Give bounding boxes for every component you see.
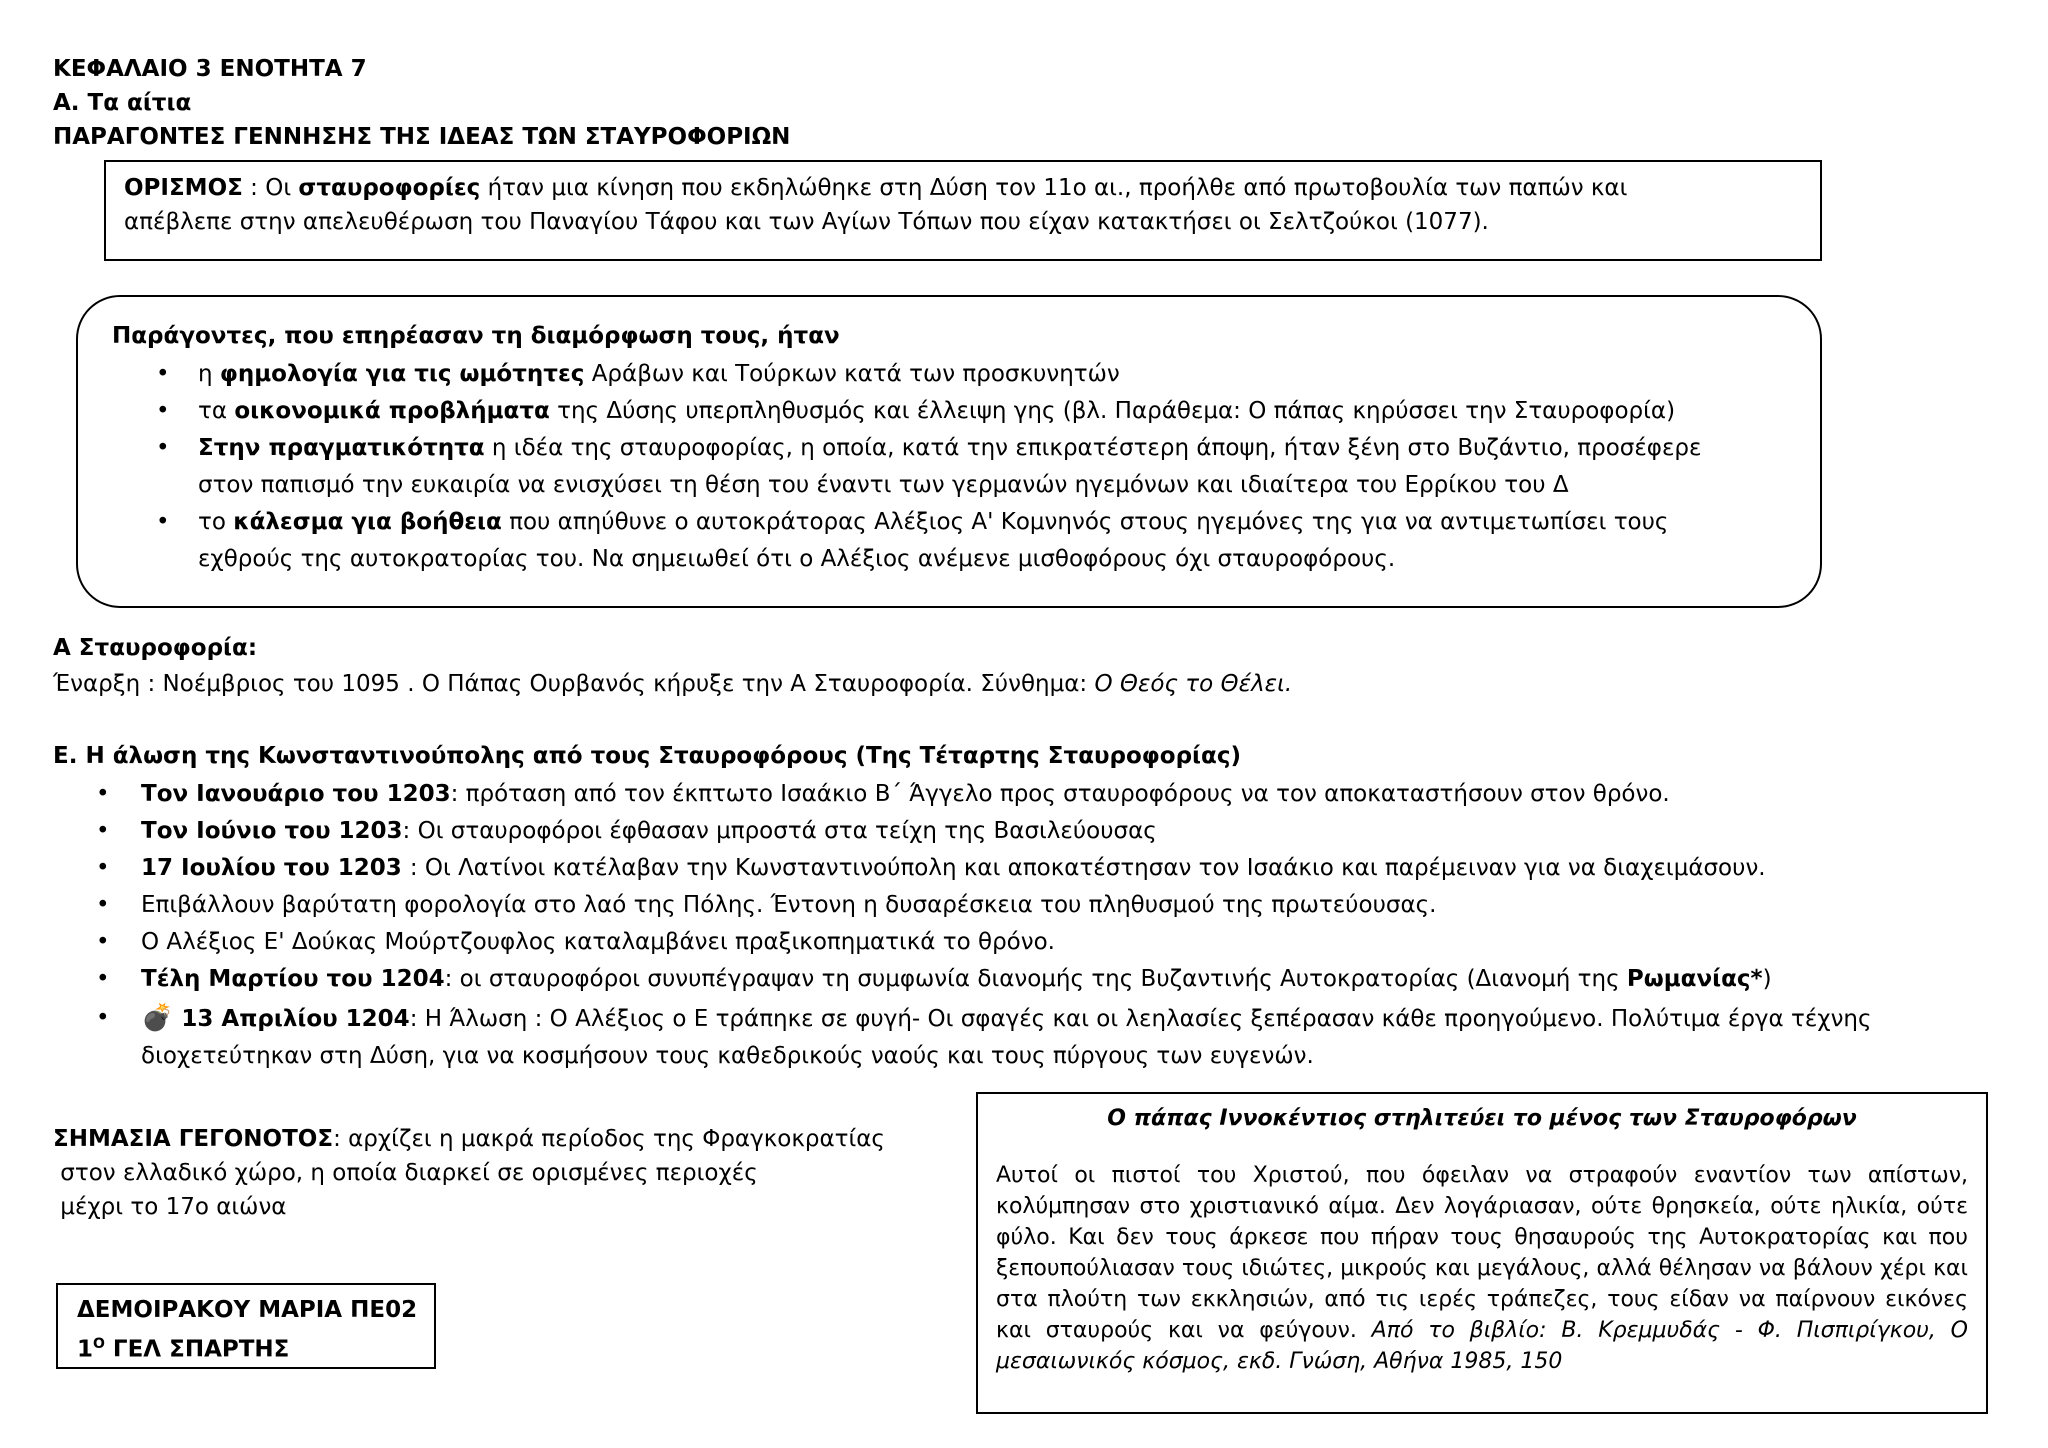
fourth-crusade-heading: Ε. Η άλωση της Κωνσταντινούπολης από τους Σταυροφόρους (Της Τέταρτης Σταυροφορίας) [53,743,1241,769]
timeline-item: • Τον Ιούνιο του 1203: Οι σταυροφόροι έφθασαν μπροστά στα τείχη της Βασιλεύουσας [96,818,1157,844]
section-a-heading: Α. Τα αίτια [53,90,192,116]
factors-box [76,295,1822,608]
factors-heading: Παράγοντες, που επηρέασαν τη διαμόρφωση τους, ήταν [112,323,840,349]
author-box [56,1283,436,1369]
bomb-icon: 💣 [141,1003,174,1033]
timeline-item: • Ο Αλέξιος Ε' Δούκας Μούρτζουφλος καταλαμβάνει πραξικοπηματικά το θρόνο. [96,929,1055,955]
timeline-item: • Τον Ιανουάριο του 1203: πρόταση από τον έκπτωτο Ισαάκιο Β΄ Άγγελο προς σταυροφόρους να τον αποκαταστήσουν στον θρόνο. [96,781,1670,807]
quote-source: Από το βιβλίο: Β. Κρεμμυδάς - Φ. Πισπιρίγκου, Ο μεσαιωνικός κόσμος, εκδ. Γνώση, Αθήνα 1985, 150 [996,1318,1968,1374]
quote-body: Αυτοί οι πιστοί του Χριστού, που όφειλαν να στραφούν εναντίον των απίστων, κολύμπησαν στο χριστιανικό αίμα. Δεν λογάριασαν, ούτε θρησκεία, ούτε ηλικία, ούτε φύλο. Και δεν τους άρκεσε που πήραν τους θησαυρούς της Αυτοκρατορίας και που ξεπουπούλιασαν τους ιδιώτες, μικρούς και μεγάλους, αλλά θέλησαν να βάλουν χέρι και στα πλούτη των εκκλησιών, από τις ιερές τράπεζες, τους είδαν να παίρνουν εικόνες και σταυρούς και να φεύγουν. Από το βιβλίο: Β. Κρεμμυδάς - Φ. Πισπιρίγκου, Ο μεσαιωνικός κόσμος, εκδ. Γνώση, Αθήνα 1985, 150 [996,1163,1968,1374]
factors-title: ΠΑΡΑΓΟΝΤΕΣ ΓΕΝΝΗΣΗΣ ΤΗΣ ΙΔΕΑΣ ΤΩΝ ΣΤΑΥΡΟΦΟΡΙΩΝ [53,124,791,150]
chapter-heading: ΚΕΦΑΛΑΙΟ 3 ΕΝΟΤΗΤΑ 7 [53,56,367,82]
definition-line-2: απέβλεπε στην απελευθέρωση του Παναγίου Τάφου και των Αγίων Τόπων που είχαν κατακτήσει οι Σελτζούκοι (1077). [124,209,1489,235]
definition-label: ΟΡΙΣΜΟΣ [124,175,243,201]
factor-item: • τα οικονομικά προβλήματα της Δύσης υπερπληθυσμός και έλλειψη γης (βλ. Παράθεμα: Ο πάπας κηρύσσει την Σταυροφορία) [156,398,1676,424]
timeline-item: • 💣 13 Απριλίου 1204: Η Άλωση : Ο Αλέξιος ο Ε τράπηκε σε φυγή- Οι σφαγές και οι λεηλασίες ξεπέρασαν κάθε προηγούμενο. Πολύτιμα έργα τέχνης διοχετεύτηκαν στη Δύση, για να κοσμήσουν τους καθεδρικούς ναούς και τους πύργους των ευγενών. [96,1003,1872,1069]
factor-item: • το κάλεσμα για βοήθεια που απηύθυνε ο αυτοκράτορας Αλέξιος Α' Κομνηνός στους ηγεμόνες της για να αντιμετωπίσει τους εχθρούς της αυτοκρατορίας του. Να σημειωθεί ότι ο Αλέξιος ανέμενε μισθοφόρους όχι σταυροφόρους. [156,509,1669,572]
definition-term: σταυροφορίες [298,175,481,201]
crusade-motto: Ο Θεός το Θέλει. [1094,671,1293,697]
significance-line-3: μέχρι το 17ο αιώνα [53,1194,287,1220]
significance-line-1: ΣΗΜΑΣΙΑ ΓΕΓΟΝΟΤΟΣ: αρχίζει η μακρά περίοδος της Φραγκοκρατίας [53,1126,885,1152]
timeline-item: • 17 Ιουλίου του 1203 : Οι Λατίνοι κατέλαβαν την Κωνσταντινούπολη και αποκατέστησαν τον Ισαάκιο και παρέμειναν για να διαχειμάσουν. [96,855,1766,881]
factor-item: • η φημολογία για τις ωμότητες Αράβων και Τούρκων κατά των προσκυνητών [156,361,1120,387]
factor-item: • Στην πραγματικότητα η ιδέα της σταυροφορίας, η οποία, κατά την επικρατέστερη άποψη, ήταν ξένη στο Βυζάντιο, προσέφερε στον παπισμό την ευκαιρία να ενισχύσει τη θέση του έναντι των γερμανών ηγεμόνων και ιδιαίτερα του Ερρίκου του Δ [156,435,1702,498]
first-crusade-text: Έναρξη : Νοέμβριος του 1095 . Ο Πάπας Ουρβανός κήρυξε την Α Σταυροφορία. Σύνθημα: Ο Θεός το Θέλει. [53,671,1293,697]
timeline-item: • Τέλη Μαρτίου του 1204: οι σταυροφόροι συνυπέγραψαν τη συμφωνία διανομής της Βυζαντινής Αυτοκρατορίας (Διανομή της Ρωμανίας*) [96,966,1772,992]
significance-line-2: στον ελλαδικό χώρο, η οποία διαρκεί σε ορισμένες περιοχές [53,1160,758,1186]
quote-box [976,1092,1988,1414]
author-name: ΔΕΜΟΙΡΑΚΟΥ ΜΑΡΙΑ ΠΕ02 [77,1297,418,1323]
quote-title: Ο πάπας Ιννοκέντιος στηλιτεύει το μένος των Σταυροφόρων [1107,1106,1857,1131]
author-school: $1^O$ ΓΕΛ ΣΠΑΡΤΗΣ [77,1336,290,1363]
fourth-crusade-list [96,776,1996,1076]
significance-label: ΣΗΜΑΣΙΑ ΓΕΓΟΝΟΤΟΣ [53,1126,334,1152]
definition-box [104,160,1822,261]
factors-list [156,356,1776,578]
first-crusade-heading: Α Σταυροφορία: [53,635,258,661]
timeline-item: • Επιβάλλουν βαρύτατη φορολογία στο λαό της Πόλης. Έντονη η δυσαρέσκεια του πληθυσμού της πρωτεύουσας. [96,892,1437,918]
definition-line-1: ΟΡΙΣΜΟΣ : Οι σταυροφορίες ήταν μια κίνηση που εκδηλώθηκε στη Δύση τον 11ο αι., προήλθε από πρωτοβουλία των παπών και [124,175,1628,201]
